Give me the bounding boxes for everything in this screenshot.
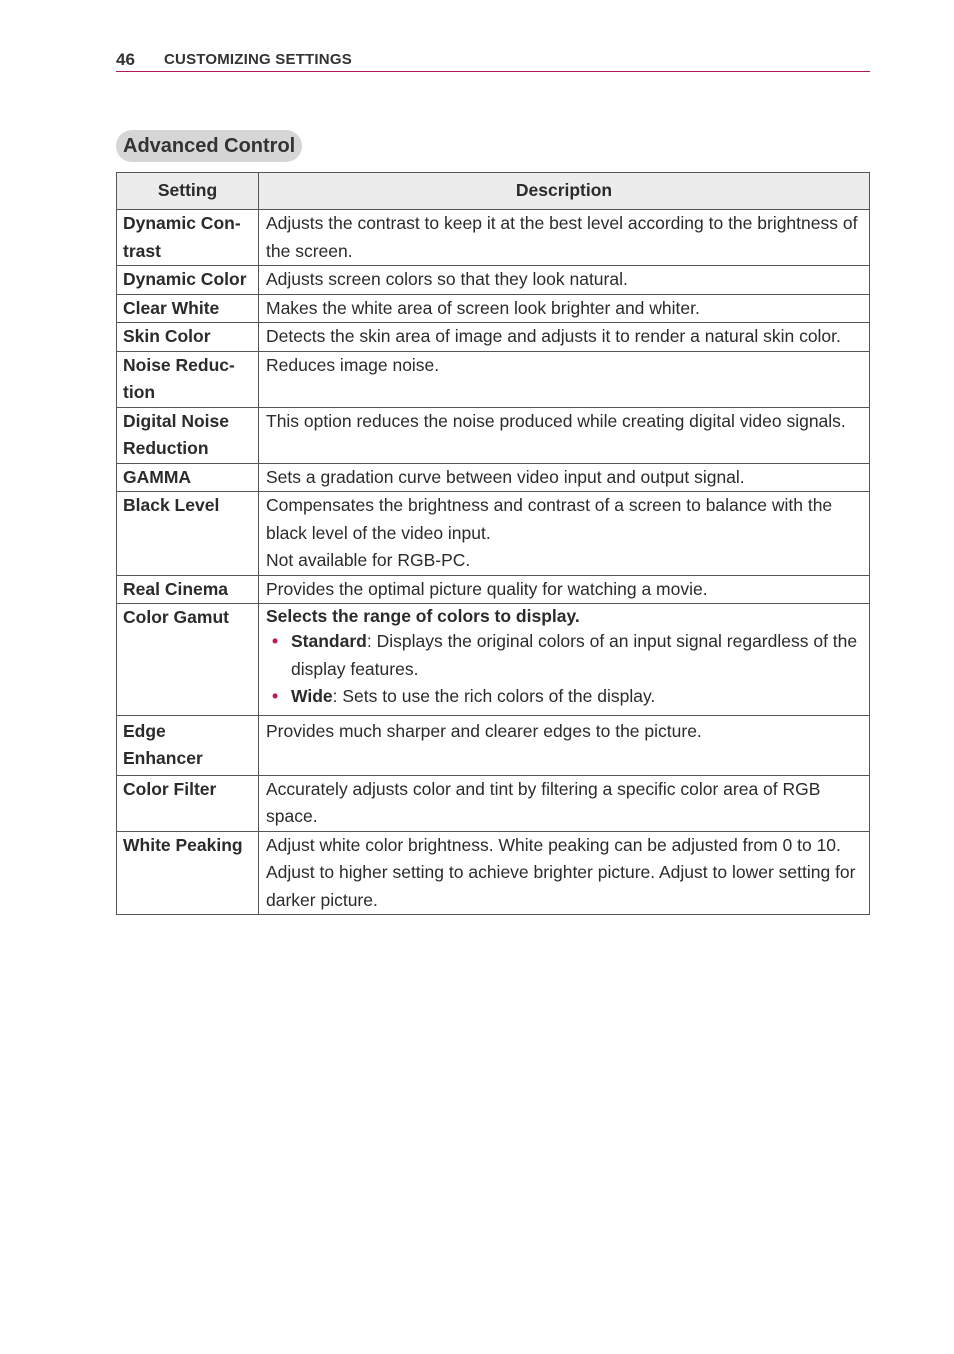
setting-description: Makes the white area of screen look brighter and whiter. (259, 294, 870, 323)
setting-description: Provides the optimal picture quality for watching a movie. (259, 575, 870, 604)
setting-name: Noise Reduc- tion (117, 351, 259, 407)
table-row (117, 351, 870, 407)
section-heading: Advanced Control (116, 130, 302, 162)
table-row (117, 604, 870, 716)
setting-name: Color Filter (117, 775, 259, 831)
setting-name: Digital Noise Reduction (117, 407, 259, 463)
setting-description: Detects the skin area of image and adjusts it to render a natural skin color. (259, 323, 870, 352)
table-row (117, 492, 870, 576)
list-item: • Wide: Sets to use the rich colors of the display. (266, 683, 863, 711)
setting-description: Adjusts the contrast to keep it at the best level according to the brightness of the screen. (259, 210, 870, 266)
description-lead: Selects the range of colors to display. (266, 606, 580, 626)
running-section-title: CUSTOMIZING SETTINGS (164, 51, 352, 68)
setting-description: This option reduces the noise produced while creating digital video signals. (259, 407, 870, 463)
setting-description: Accurately adjusts color and tint by filtering a specific color area of RGB space. (259, 775, 870, 831)
setting-description (259, 492, 870, 576)
table-row (117, 294, 870, 323)
setting-name: GAMMA (117, 463, 259, 492)
bullet-icon: • (272, 631, 279, 651)
setting-description: Sets a gradation curve between video input and output signal. (259, 463, 870, 492)
table-row (117, 407, 870, 463)
setting-name: Black Level (117, 492, 259, 576)
setting-name: White Peaking (117, 831, 259, 915)
table-row (117, 575, 870, 604)
description-note: Not available for RGB-PC. (266, 550, 471, 570)
description-text: Compensates the brightness and contrast of a screen to balance with the black level of the video input. (266, 495, 833, 543)
setting-description: Reduces image noise. (259, 351, 870, 407)
column-header-setting: Setting (117, 173, 259, 210)
setting-name: Dynamic Con- trast (117, 210, 259, 266)
column-header-description: Description (259, 173, 870, 210)
settings-table (116, 172, 870, 915)
table-row (117, 210, 870, 266)
setting-name: Color Gamut (117, 604, 259, 716)
setting-description: Adjust white color brightness. White peaking can be adjusted from 0 to 10. Adjust to higher setting to achieve brighter picture. Adjust to lower setting for darker picture. (259, 831, 870, 915)
setting-description: Adjusts screen colors so that they look natural. (259, 266, 870, 295)
setting-name: Skin Color (117, 323, 259, 352)
setting-name: Edge Enhancer (117, 715, 259, 775)
table-row (117, 775, 870, 831)
table-header-row (117, 173, 870, 210)
table-row (117, 463, 870, 492)
list-item: • Standard: Displays the original colors of an input signal regardless of the display features. (266, 628, 863, 683)
page-header (116, 46, 870, 72)
option-list (266, 628, 863, 715)
setting-description (259, 604, 870, 716)
setting-name: Clear White (117, 294, 259, 323)
setting-name: Real Cinema (117, 575, 259, 604)
page-number: 46 (116, 50, 135, 69)
table-row (117, 831, 870, 915)
table-row (117, 266, 870, 295)
table-row (117, 323, 870, 352)
table-row (117, 715, 870, 775)
bullet-icon: • (272, 686, 279, 706)
setting-description: Provides much sharper and clearer edges to the picture. (259, 715, 870, 775)
setting-name: Dynamic Color (117, 266, 259, 295)
